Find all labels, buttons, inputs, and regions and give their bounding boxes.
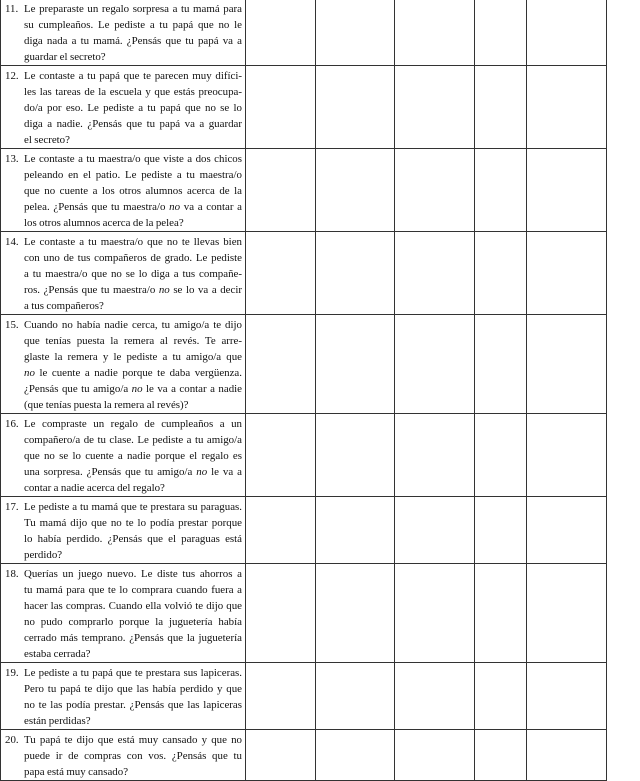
question-number: 19. (5, 667, 19, 679)
question-row (1, 497, 607, 564)
question-row (1, 564, 607, 663)
response-cell[interactable] (475, 232, 527, 315)
response-cell[interactable] (316, 497, 395, 564)
response-cell[interactable] (395, 315, 475, 414)
question-line: Pero tu papá te dijo que las había perdido y que (24, 683, 242, 695)
response-cell[interactable] (246, 663, 316, 730)
response-cell[interactable] (246, 66, 316, 149)
question-line: Cuando no había nadie cerca, tu amigo/a te dijo (24, 319, 242, 331)
question-line: Le contaste a tu maestra/o que no te llevas bien (24, 236, 242, 248)
response-cell[interactable] (316, 564, 395, 663)
response-cell[interactable] (395, 232, 475, 315)
response-cell[interactable] (395, 66, 475, 149)
response-cell[interactable] (475, 663, 527, 730)
question-row (1, 149, 607, 232)
question-number: 15. (5, 319, 19, 331)
question-line: que no se lo cuente a nadie porque el regalo es (24, 450, 242, 462)
question-line: tu mamá para que te lo comprara cuando fuera a (24, 584, 242, 596)
question-cell (1, 232, 246, 315)
question-line: con uno de tus compañeros de grado. Le pediste (24, 252, 242, 264)
question-cell (1, 730, 246, 781)
question-line: su cumpleaños. Le pediste a tu papá que no le (24, 19, 242, 31)
response-cell[interactable] (475, 564, 527, 663)
question-text (24, 151, 242, 231)
question-line: ¿Pensás que tu amigo/a no le va a contar a nadie (24, 383, 242, 395)
question-text (24, 732, 242, 780)
response-cell[interactable] (475, 315, 527, 414)
question-line: Le pediste a tu mamá que te prestara su paraguas. (24, 501, 242, 513)
question-line: que no cuente a los otros alumnos acerca de la (24, 185, 242, 197)
question-row (1, 315, 607, 414)
question-number: 18. (5, 568, 19, 580)
question-line: lo había perdido. ¿Pensás que el paraguas está (24, 533, 242, 545)
question-line: (que tenías puesta la remera al revés)? (24, 399, 189, 411)
response-cell[interactable] (475, 497, 527, 564)
response-cell[interactable] (316, 66, 395, 149)
response-cell[interactable] (527, 66, 607, 149)
response-cell[interactable] (527, 0, 607, 66)
question-line: glaste la remera y le pediste a tu amigo/a que (24, 351, 242, 363)
response-cell[interactable] (395, 663, 475, 730)
question-row (1, 232, 607, 315)
question-line: compañero/a de tu clase. Le pediste a tu amigo/a (24, 434, 242, 446)
response-cell[interactable] (316, 663, 395, 730)
question-text (24, 566, 242, 662)
question-line: que tenías puesta la remera al revés. Te arre- (24, 335, 242, 347)
response-cell[interactable] (475, 414, 527, 497)
question-row (1, 0, 607, 66)
question-line: estaba cerrada? (24, 648, 91, 660)
question-line: papa está muy cansado? (24, 766, 129, 778)
question-line: guardar el secreto? (24, 51, 106, 63)
response-cell[interactable] (316, 730, 395, 781)
response-cell[interactable] (395, 0, 475, 66)
response-cell[interactable] (527, 663, 607, 730)
question-line: hacer las compras. Cuando ella volvió te dijo que (24, 600, 242, 612)
question-text (24, 68, 242, 148)
question-text (24, 1, 242, 65)
response-cell[interactable] (395, 730, 475, 781)
question-text (24, 416, 242, 496)
question-line: contar a nadie acerca del regalo? (24, 482, 165, 494)
question-line: Le preparaste un regalo sorpresa a tu mamá para (24, 3, 242, 15)
question-line: Tu papá te dijo que está muy cansado y que no (24, 734, 242, 746)
question-line: ros. ¿Pensás que tu maestra/o no se lo va a decir (24, 284, 242, 296)
question-cell (1, 564, 246, 663)
question-line: Le compraste un regalo de cumpleaños a un (24, 418, 242, 430)
response-cell[interactable] (246, 730, 316, 781)
question-cell (1, 315, 246, 414)
response-cell[interactable] (475, 730, 527, 781)
question-line: los otros alumnos acerca de la pelea? (24, 217, 184, 229)
question-line: no te las podía prestar. ¿Pensás que las lapiceras (24, 699, 242, 711)
question-number: 11. (5, 3, 19, 15)
question-line: están perdidas? (24, 715, 91, 727)
response-cell[interactable] (395, 149, 475, 232)
question-cell (1, 149, 246, 232)
question-text (24, 665, 242, 729)
question-cell (1, 414, 246, 497)
question-line: no le cuente a nadie porque te daba vergüenza. (24, 367, 242, 379)
response-cell[interactable] (316, 232, 395, 315)
response-cell[interactable] (527, 232, 607, 315)
question-row (1, 414, 607, 497)
question-line: do/a por eso. Le pediste a tu papá que no se lo (24, 102, 242, 114)
question-row (1, 66, 607, 149)
question-line: peleando en el patio. Le pediste a tu maestra/o (24, 169, 242, 181)
question-row (1, 663, 607, 730)
response-cell[interactable] (246, 315, 316, 414)
question-number: 16. (5, 418, 19, 430)
question-line: pelea. ¿Pensás que tu maestra/o no va a contar a (24, 201, 242, 213)
response-cell[interactable] (395, 497, 475, 564)
response-cell[interactable] (246, 414, 316, 497)
response-cell[interactable] (316, 0, 395, 66)
question-number: 12. (5, 70, 19, 82)
response-cell[interactable] (475, 0, 527, 66)
question-text (24, 234, 242, 314)
question-line: Le contaste a tu maestra/o que viste a dos chicos (24, 153, 242, 165)
question-line: les las tareas de la escuela y que estás preocupa- (24, 86, 242, 98)
question-line: Le contaste a tu papá que te parecen muy difíci- (24, 70, 242, 82)
question-line: diga a nadie. ¿Pensás que tu papá va a guardar (24, 118, 242, 130)
response-cell[interactable] (475, 149, 527, 232)
response-cell[interactable] (316, 149, 395, 232)
question-cell (1, 66, 246, 149)
question-line: Le pediste a tu papá que te prestara sus lapiceras. (24, 667, 242, 679)
question-text (24, 499, 242, 563)
question-line: una sorpresa. ¿Pensás que tu amigo/a no le va a (24, 466, 242, 478)
question-line: perdido? (24, 549, 63, 561)
response-cell[interactable] (527, 730, 607, 781)
response-cell[interactable] (316, 315, 395, 414)
response-cell[interactable] (475, 66, 527, 149)
response-cell[interactable] (395, 564, 475, 663)
response-cell[interactable] (527, 315, 607, 414)
response-cell[interactable] (527, 414, 607, 497)
response-cell[interactable] (395, 414, 475, 497)
question-number: 17. (5, 501, 19, 513)
question-line: a tus compañeros? (24, 300, 104, 312)
question-line: puede ir de compras con vos. ¿Pensás que tu (24, 750, 242, 762)
question-line: diga nada a tu mamá. ¿Pensás que tu papá va a (24, 35, 242, 47)
question-cell (1, 0, 246, 66)
response-cell[interactable] (246, 0, 316, 66)
response-cell[interactable] (527, 564, 607, 663)
question-line: Querías un juego nuevo. Le diste tus ahorros a (24, 568, 242, 580)
response-cell[interactable] (527, 497, 607, 564)
question-cell (1, 663, 246, 730)
question-row (1, 730, 607, 781)
response-cell[interactable] (316, 414, 395, 497)
response-cell[interactable] (246, 149, 316, 232)
question-number: 13. (5, 153, 19, 165)
question-line: el secreto? (24, 134, 70, 146)
question-line: a tu maestra/o que no se lo diga a tus compañe- (24, 268, 242, 280)
response-cell[interactable] (246, 497, 316, 564)
question-line: Tu mamá dijo que no te lo podía prestar porque (24, 517, 242, 529)
question-line: cerrado más temprano. ¿Pensás que la juguetería (24, 632, 242, 644)
question-cell (1, 497, 246, 564)
question-line: no pudo comprarlo porque la juguetería había (24, 616, 242, 628)
response-cell[interactable] (527, 149, 607, 232)
question-number: 14. (5, 236, 19, 248)
question-number: 20. (5, 734, 19, 746)
response-cell[interactable] (246, 232, 316, 315)
question-text (24, 317, 242, 413)
response-cell[interactable] (246, 564, 316, 663)
